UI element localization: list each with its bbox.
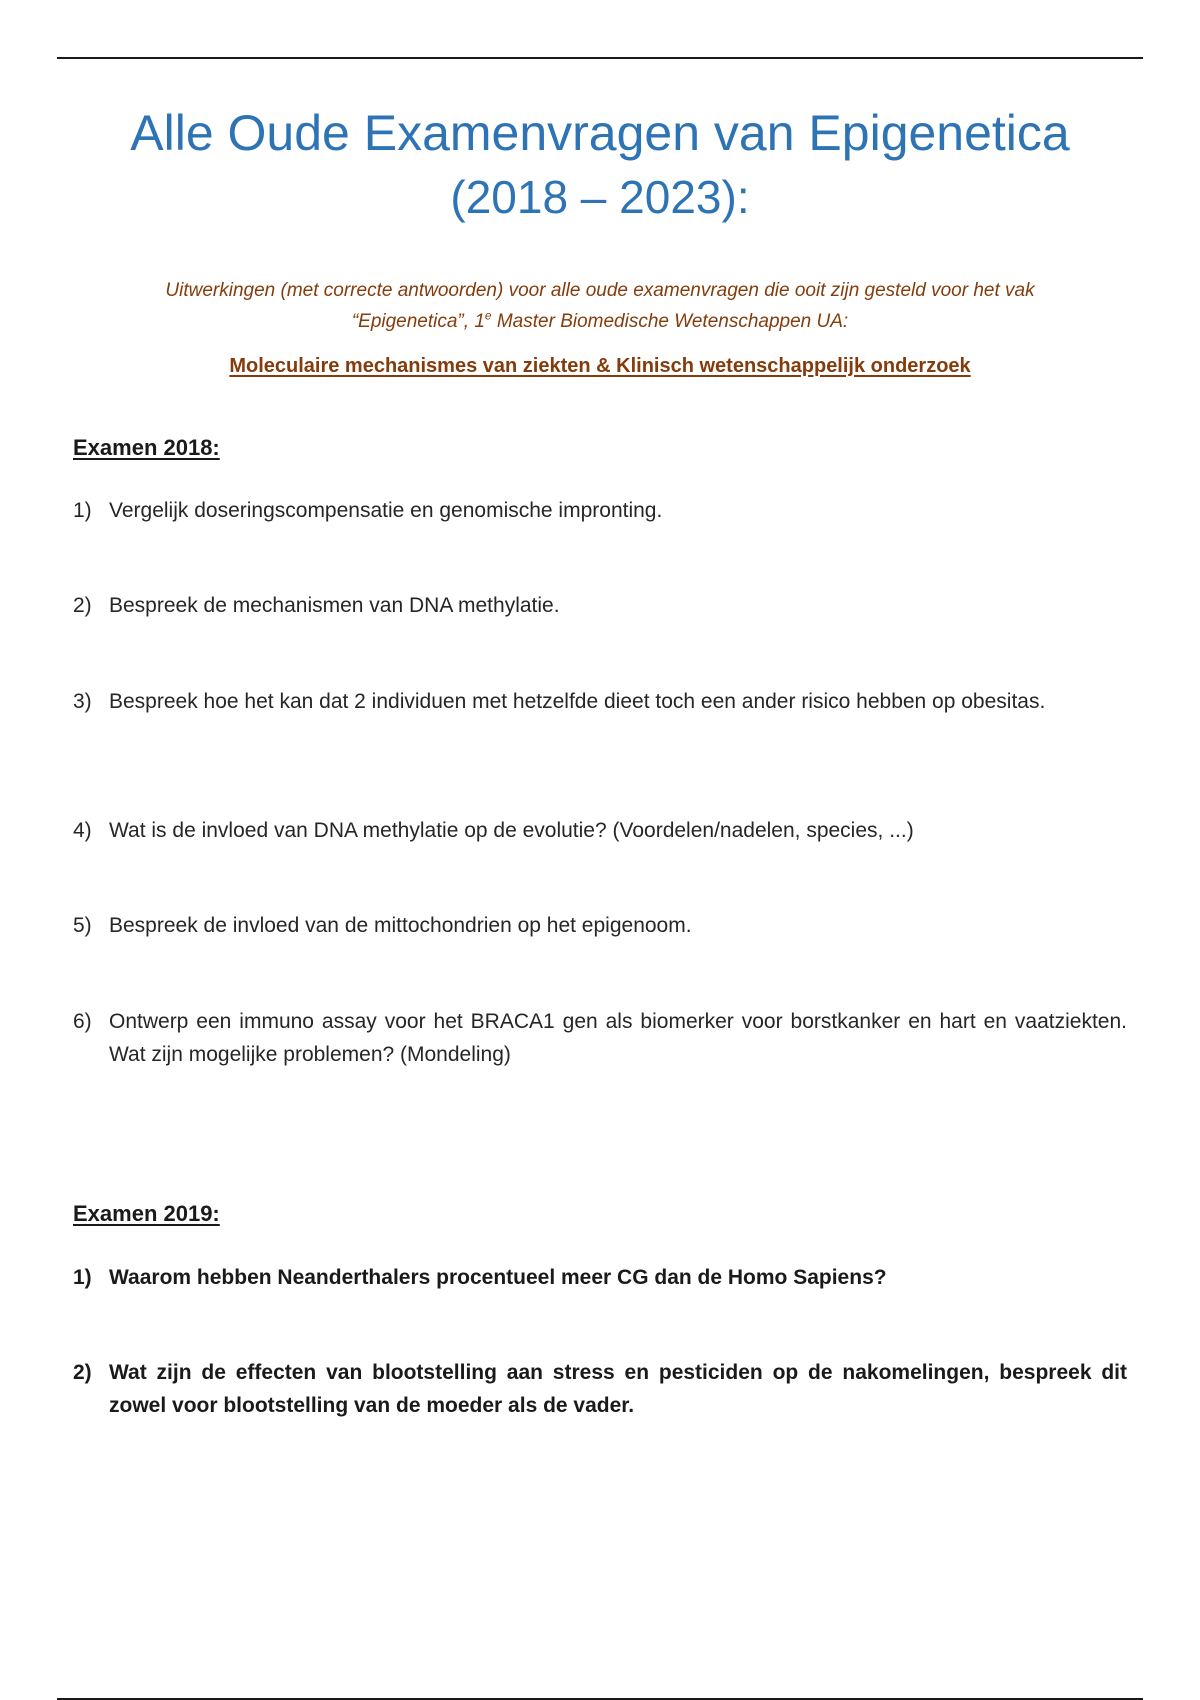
question-number: 1) bbox=[73, 499, 92, 522]
question-2018-3 bbox=[73, 685, 1127, 718]
question-2018-2 bbox=[73, 589, 1127, 622]
question-2018-4 bbox=[73, 814, 1127, 847]
question-number: 6) bbox=[73, 1010, 92, 1033]
top-rule bbox=[57, 57, 1143, 59]
question-text: Wat zijn de effecten van blootstelling aan stress en pesticiden op de nakomelingen, bespreek dit zowel voor blootstelling van de moeder als de vader. bbox=[109, 1361, 1127, 1417]
question-number: 3) bbox=[73, 690, 92, 713]
question-2019-2 bbox=[73, 1356, 1127, 1422]
question-number: 2) bbox=[73, 594, 92, 617]
exam-heading-2019: Examen 2019: bbox=[73, 1201, 220, 1226]
intro-part3: Master Biomedische Wetenschappen UA: bbox=[491, 311, 849, 332]
question-number: 4) bbox=[73, 819, 92, 842]
subtitle-text: Moleculaire mechanismes van ziekten & Klinisch wetenschappelijk onderzoek bbox=[229, 355, 971, 377]
question-2018-5 bbox=[73, 909, 1127, 942]
intro-part1: Uitwerkingen (met correcte antwoorden) voor alle oude examenvragen die ooit zijn gesteld voor het vak bbox=[165, 280, 1035, 301]
question-text: Vergelijk doseringscompensatie en genomische impronting. bbox=[109, 499, 663, 522]
intro-part2: “Epigenetica”, 1 bbox=[351, 311, 485, 332]
question-2019-1 bbox=[73, 1261, 1127, 1294]
page-title-years: (2018 – 2023): bbox=[450, 171, 750, 223]
question-text: Wat is de invloed van DNA methylatie op de evolutie? (Voordelen/nadelen, species, ...) bbox=[109, 819, 914, 842]
intro-text bbox=[80, 275, 1120, 337]
question-text: Bespreek de invloed van de mittochondrien op het epigenoom. bbox=[109, 914, 692, 937]
question-number: 1) bbox=[73, 1266, 92, 1289]
question-text: Waarom hebben Neanderthalers procentueel meer CG dan de Homo Sapiens? bbox=[109, 1266, 887, 1289]
page-title: Alle Oude Examenvragen van Epigenetica bbox=[130, 105, 1070, 161]
question-2018-1 bbox=[73, 494, 1127, 527]
exam-heading-2018: Examen 2018: bbox=[73, 435, 220, 460]
subtitle bbox=[0, 355, 1200, 378]
intro-sup: e bbox=[484, 308, 492, 323]
question-text: Ontwerp een immuno assay voor het BRACA1 gen als biomerker voor borstkanker en hart en vaatziekten. Wat zijn mogelijke problemen? (Mondeling) bbox=[109, 1010, 1127, 1066]
question-2018-6 bbox=[73, 1005, 1127, 1071]
question-text: Bespreek hoe het kan dat 2 individuen met hetzelfde dieet toch een ander risico hebben op obesitas. bbox=[109, 690, 1046, 713]
question-number: 2) bbox=[73, 1361, 92, 1384]
question-number: 5) bbox=[73, 914, 92, 937]
question-text: Bespreek de mechanismen van DNA methylatie. bbox=[109, 594, 560, 617]
